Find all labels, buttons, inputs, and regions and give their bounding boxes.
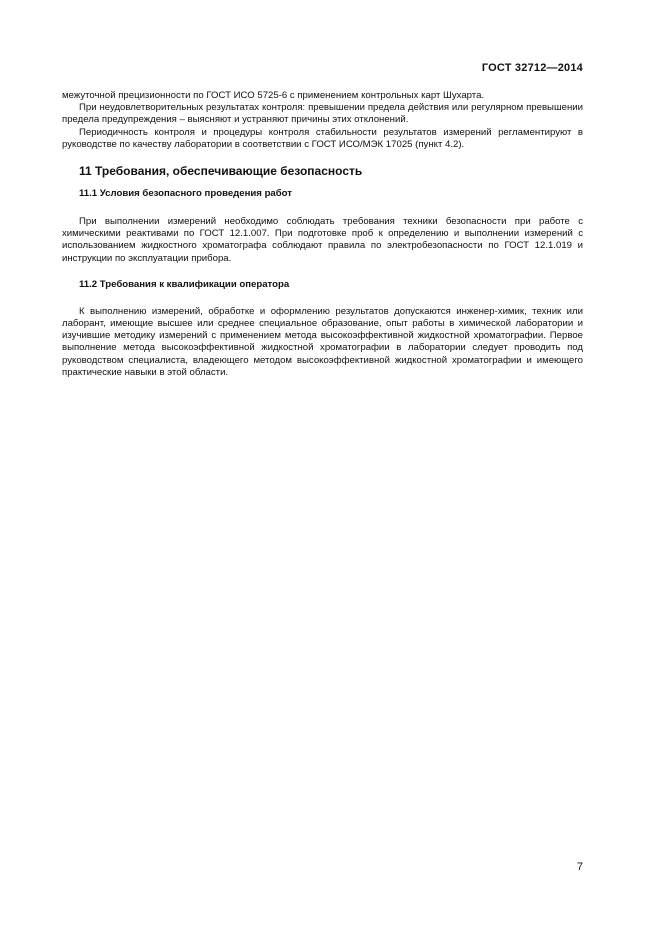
subsection-11-1-text: При выполнении измерений необходимо соблюдать требования техники безопасности при работе с химическими реактивами по ГОСТ 12.1.007. При подготовке проб к определению и выполнении измерений с использованием жидкостного хроматографа соблюдают правила по электробезопасности по ГОСТ 12.1.019 и инструкции по эксплуатации прибора. <box>62 216 583 264</box>
subsection-11-2-title: 11.2 Требования к квалификации оператора <box>79 278 290 290</box>
subsection-11-2-text: К выполнению измерений, обработке и оформлению результатов допускаются инженер-химик, техник или лаборант, имеющие высшее или среднее специальное образование, опыт работы в химической лаборатории и изучившие методику измерений с применением метода высокоэффективной жидкостной хроматографии. Первое выполнение метода высокоэффективной жидкостной хроматографии в лаборатории следует проводить под руководством специалиста, владеющего методом высокоэффективной жидкостной хроматографии и имеющего практические навыки в этой области. <box>62 305 583 378</box>
subsection-11-1-title: 11.1 Условия безопасного проведения работ <box>79 188 293 200</box>
document-header: ГОСТ 32712—2014 <box>481 62 583 74</box>
page-number: 7 <box>576 861 583 873</box>
page-content <box>62 90 583 379</box>
paragraph-control-results: При неудовлетворительных результатах контроля: превышении предела действия или регулярном превышении предела предупреждения – выясняют и устраняют причины этих отклонений. <box>62 102 583 126</box>
paragraph-continuation: межуточной прецизионности по ГОСТ ИСО 5725-6 с применением контрольных карт Шухарта. <box>62 90 485 101</box>
section-11-title: 11 Требования, обеспечивающие безопасность <box>79 164 363 179</box>
paragraph-control-periodicity: Периодичность контроля и процедуры контроля стабильности результатов измерений регламентируют в руководстве по качеству лаборатории в соответствии с ГОСТ ИСО/МЭК 17025 (пункт 4.2). <box>62 126 583 150</box>
